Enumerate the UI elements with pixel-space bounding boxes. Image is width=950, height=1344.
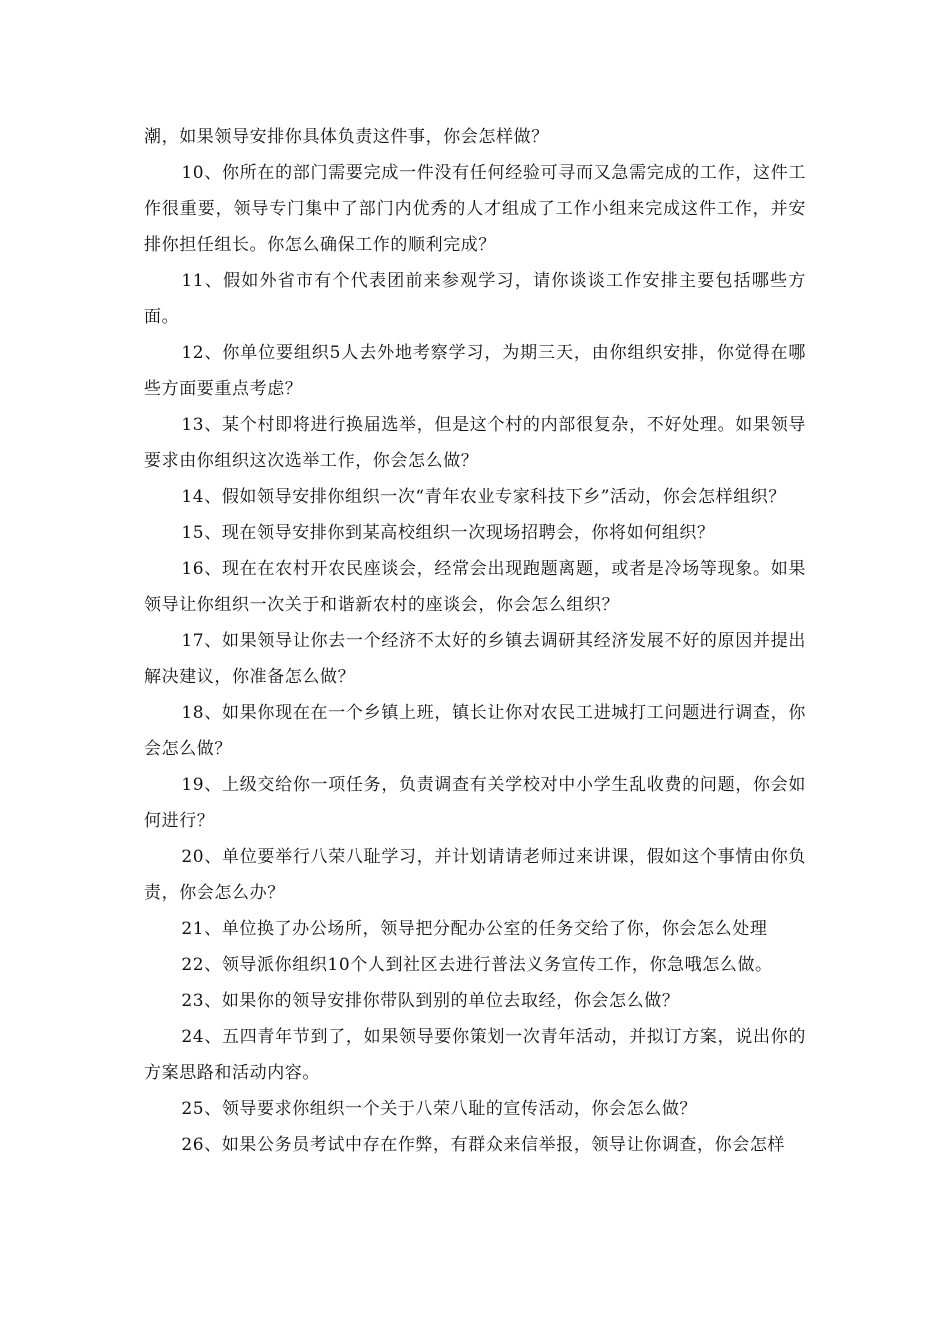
question-17: 17、如果领导让你去一个经济不太好的乡镇去调研其经济发展不好的原因并提出解决建议，你准备怎么做？ (144, 631, 806, 687)
question-16: 16、现在在农村开农民座谈会，经常会出现跑题离题，或者是冷场等现象。如果领导让你组织一次关于和谐新农村的座谈会，你会怎么组织？ (144, 559, 806, 615)
paragraph-continuation: 潮，如果领导安排你具体负责这件事，你会怎样做？ (144, 127, 549, 147)
question-15: 15、现在领导安排你到某高校组织一次现场招聘会，你将如何组织？ (181, 523, 715, 543)
question-18: 18、如果你现在在一个乡镇上班，镇长让你对农民工进城打工问题进行调查，你会怎么做？ (144, 703, 806, 759)
question-10: 10、你所在的部门需要完成一件没有任何经验可寻而又急需完成的工作，这件工作很重要，领导专门集中了部门内优秀的人才组成了工作小组来完成这件工作，并安排你担任组长。你怎么确保工作的顺利完成？ (144, 163, 806, 255)
question-22: 22、领导派你组织10个人到社区去进行普法义务宣传工作，你急哦怎么做。 (181, 955, 773, 975)
question-24: 24、五四青年节到了，如果领导要你策划一次青年活动，并拟订方案，说出你的方案思路和活动内容。 (144, 1027, 806, 1083)
question-21: 21、单位换了办公场所，领导把分配办公室的任务交给了你，你会怎么处理 (181, 919, 768, 939)
question-14: 14、假如领导安排你组织一次“青年农业专家科技下乡”活动，你会怎样组织？ (181, 487, 787, 507)
question-26: 26、如果公务员考试中存在作弊，有群众来信举报，领导让你调查，你会怎样 (181, 1135, 786, 1155)
question-23: 23、如果你的领导安排你带队到别的单位去取经，你会怎么做？ (181, 991, 680, 1011)
question-19: 19、上级交给你一项任务，负责调查有关学校对中小学生乱收费的问题，你会如何进行？ (144, 775, 806, 831)
question-25: 25、领导要求你组织一个关于八荣八耻的宣传活动，你会怎么做？ (181, 1099, 698, 1119)
question-12: 12、你单位要组织5人去外地考察学习，为期三天，由你组织安排，你觉得在哪些方面要重点考虑？ (144, 343, 806, 399)
document-body (144, 119, 806, 1163)
question-11: 11、假如外省市有个代表团前来参观学习，请你谈谈工作安排主要包括哪些方面。 (144, 271, 806, 327)
question-20: 20、单位要举行八荣八耻学习，并计划请请老师过来讲课，假如这个事情由你负责，你会怎么办？ (144, 847, 806, 903)
question-13: 13、某个村即将进行换届选举，但是这个村的内部很复杂，不好处理。如果领导要求由你组织这次选举工作，你会怎么做？ (144, 415, 806, 471)
